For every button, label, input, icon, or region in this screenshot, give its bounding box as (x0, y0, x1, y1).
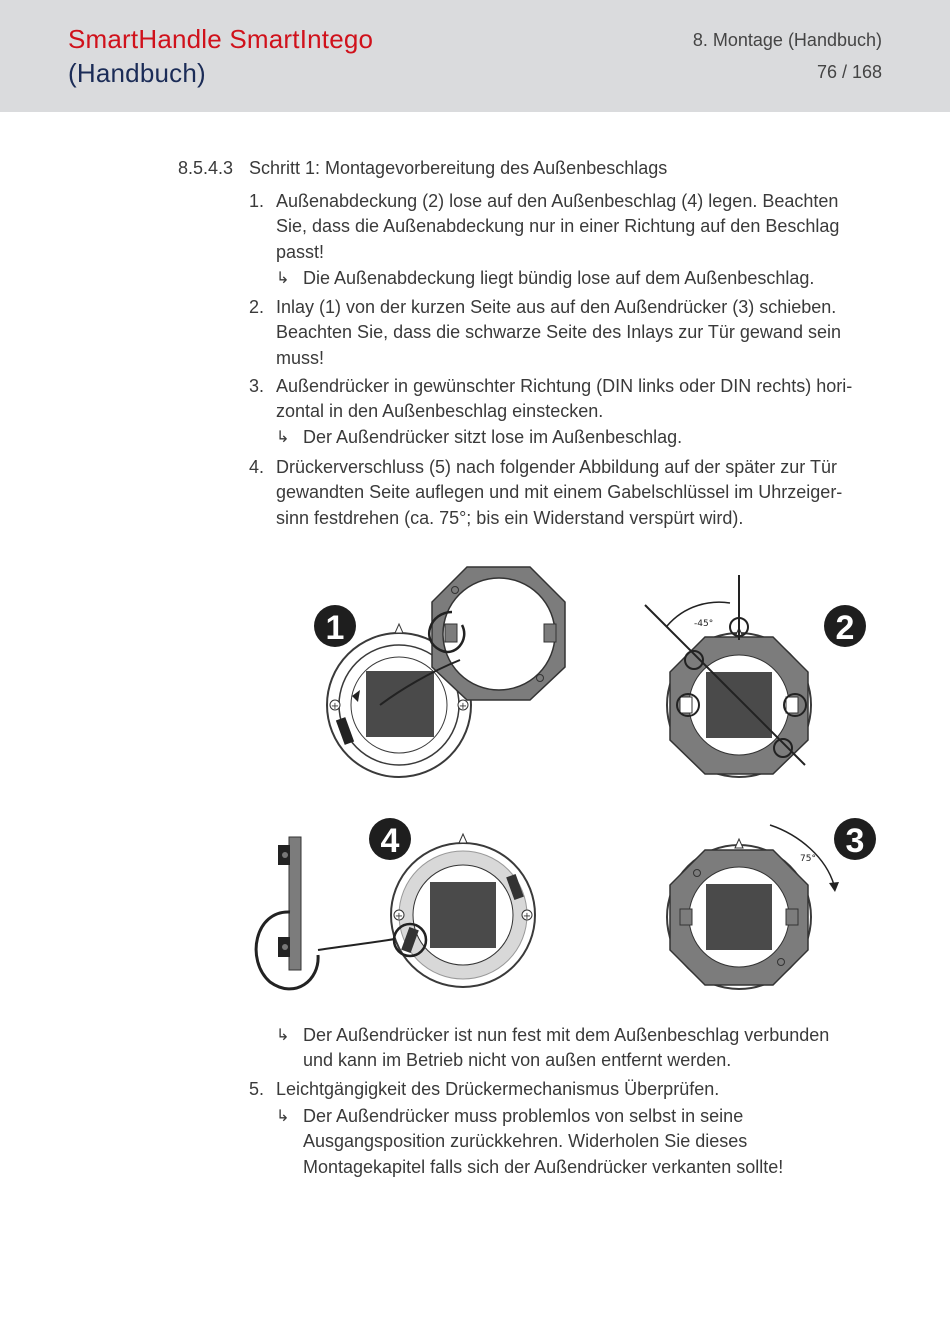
step-5-result-line-2: Ausgangsposition zurückkehren. Widerholen Sie dieses (303, 1131, 748, 1151)
step-4-line-3: sinn festdrehen (ca. 75°; bis ein Widerstand verspürt wird). (276, 508, 744, 528)
step-4-result-line-2: und kann im Betrieb nicht von außen entfernt werden. (303, 1050, 732, 1070)
svg-text:+: + (394, 911, 404, 922)
angle-plus-label: 75° (800, 854, 816, 864)
badge-1 (314, 605, 356, 647)
step-1-line-1: Außenabdeckung (2) lose auf den Außenbeschlag (4) legen. Beachten (276, 191, 839, 211)
result-arrow-icon: ↳ (276, 429, 290, 446)
svg-text:+: + (522, 911, 532, 922)
result-arrow-icon: ↳ (276, 270, 290, 287)
angle-minus-label: -45° (694, 619, 714, 629)
step-5-line-1: Leichtgängigkeit des Drückermechanismus Überprüfen. (276, 1079, 720, 1099)
page-header (0, 0, 950, 112)
section-number: 8.5.4.3 (178, 158, 234, 178)
step-3-result: Der Außendrücker sitzt lose im Außenbeschlag. (303, 427, 683, 447)
step-1-result: Die Außenabdeckung liegt bündig lose auf dem Außenbeschlag. (303, 268, 815, 288)
section-title: Schritt 1: Montagevorbereitung des Außenbeschlags (249, 158, 668, 178)
step-2-line-2: Beachten Sie, dass die schwarze Seite des Inlays zur Tür gewand sein (276, 322, 841, 342)
svg-text:+: + (330, 701, 340, 712)
chapter-reference: 8. Montage (Handbuch) (692, 30, 882, 50)
step-5-number: 5. (249, 1079, 265, 1099)
svg-text:4: 4 (380, 822, 400, 860)
result-arrow-icon: ↳ (276, 1027, 290, 1044)
result-arrow-icon: ↳ (276, 1108, 290, 1125)
svg-text:+: + (458, 701, 468, 712)
step-5-result-line-1: Der Außendrücker muss problemlos von selbst in seine (303, 1106, 744, 1126)
step-1-line-3: passt! (276, 242, 325, 262)
svg-text:1: 1 (325, 609, 345, 647)
step-3-line-1: Außendrücker in gewünschter Richtung (DIN links oder DIN rechts) hori- (276, 376, 853, 396)
step-5-result-line-3: Montagekapitel falls sich der Außendrücker verkanten sollte! (303, 1157, 784, 1177)
step-4-line-1: Drückerverschluss (5) nach folgender Abbildung auf der später zur Tür (276, 457, 837, 477)
page-number: 76 / 168 (816, 62, 882, 82)
step-4-line-2: gewandten Seite auflegen und mit einem Gabelschlüssel im Uhrzeiger- (276, 482, 843, 502)
step-3-number: 3. (249, 376, 265, 396)
step-4-number: 4. (249, 457, 265, 477)
step-4-result-line-1: Der Außendrücker ist nun fest mit dem Außenbeschlag verbunden (303, 1025, 830, 1045)
step-1-number: 1. (249, 191, 265, 211)
step-2-line-3: muss! (276, 348, 325, 368)
brand-subtitle: (Handbuch) (68, 58, 206, 88)
badge-3 (834, 818, 876, 860)
step-2-line-1: Inlay (1) von der kurzen Seite aus auf den Außendrücker (3) schieben. (276, 297, 837, 317)
step-3-line-2: zontal in den Außenbeschlag einstecken. (276, 401, 604, 421)
brand-title: SmartHandle SmartIntego (68, 24, 374, 54)
panel-1-illustration (327, 567, 565, 777)
step-2-number: 2. (249, 297, 265, 317)
step-1-line-2: Sie, dass die Außenabdeckung nur in einer Richtung auf den Beschlag (276, 216, 840, 236)
svg-text:2: 2 (835, 609, 855, 647)
svg-text:3: 3 (845, 822, 865, 860)
panel-2-illustration (645, 575, 811, 777)
badge-2 (824, 605, 866, 647)
badge-4 (369, 818, 411, 860)
panel-3-illustration (667, 825, 839, 989)
mounting-illustration (240, 560, 900, 1010)
